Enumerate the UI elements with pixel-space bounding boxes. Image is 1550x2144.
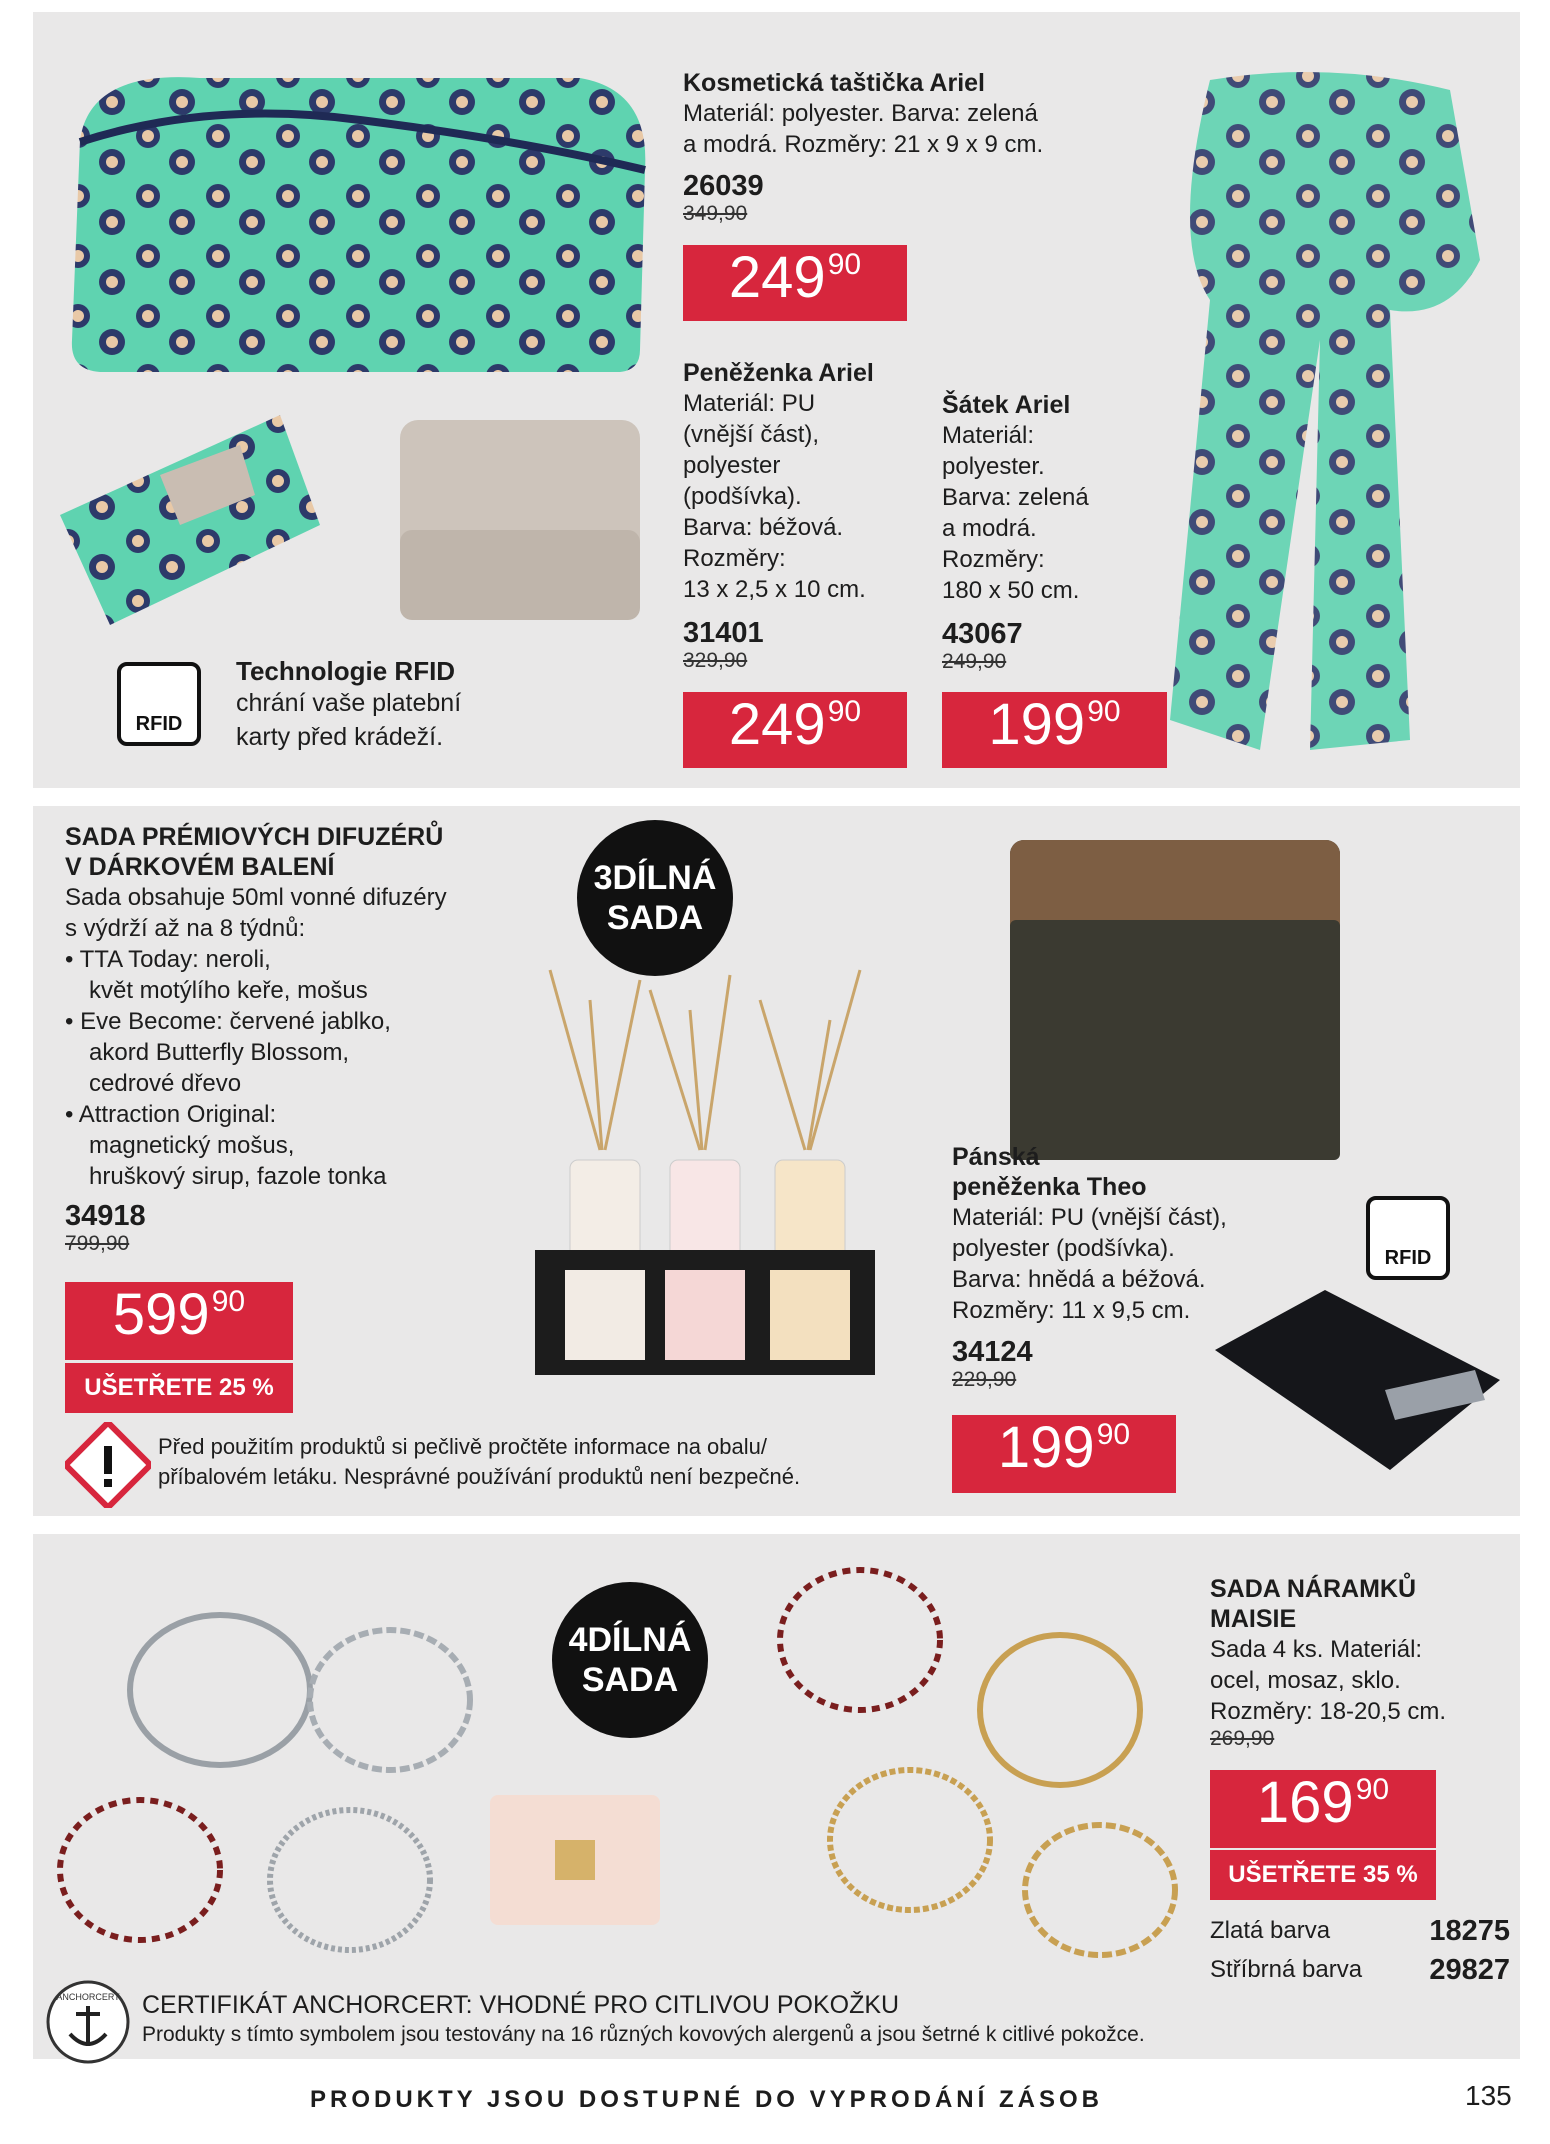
- bracelets-title-line-1: SADA NÁRAMKŮ: [1210, 1575, 1417, 1603]
- bracelets-price: [1210, 1770, 1436, 1848]
- men-wallet-old-price: 229,90: [952, 1368, 1017, 1391]
- men-wallet-desc-line-2: polyester (podšívka).: [952, 1235, 1175, 1262]
- men-wallet-rfid-label: RFID: [1384, 1247, 1432, 1269]
- men-wallet-title-line-2: peněženka Theo: [952, 1173, 1147, 1201]
- diffuser-bullet-2-line-2: akord Butterfly Blossom,: [89, 1039, 350, 1066]
- men-wallet-price-decimal: 90: [1096, 1418, 1131, 1451]
- footer-availability-note: PRODUKTY JSOU DOSTUPNÉ DO VYPRODÁNÍ ZÁSOB: [310, 2086, 1103, 2113]
- wallet-desc-line-5: Barva: béžová.: [683, 514, 844, 541]
- men-wallet-desc-line-4: Rozměry: 11 x 9,5 cm.: [952, 1297, 1191, 1324]
- diffuser-bullet-1-line-2: květ motýlího keře, mošus: [89, 977, 368, 1004]
- wallet-title: Peněženka Ariel: [683, 359, 874, 387]
- diffuser-badge-line-1: 3DÍLNÁ: [593, 859, 717, 897]
- bracelet-variant-gold-code: 18275: [1429, 1915, 1510, 1947]
- men-wallet-code: 34124: [952, 1336, 1033, 1368]
- bracelet-variant-gold: [1210, 1915, 1510, 1951]
- diffuser-bullet-1-line-1: • TTA Today: neroli,: [65, 946, 271, 973]
- bracelets-old-price: 269,90: [1210, 1727, 1275, 1750]
- diffuser-desc-line-1: Sada obsahuje 50ml vonné difuzéry: [65, 884, 447, 911]
- diffuser-badge-line-2: SADA: [606, 899, 704, 937]
- cosmetic-bag-image: [60, 60, 660, 380]
- men-wallet-price: [952, 1415, 1176, 1493]
- bracelet-variant-silver-label: Stříbrná barva: [1210, 1956, 1363, 1983]
- diffuser-old-price: 799,90: [65, 1232, 130, 1255]
- scarf-desc-line-2: polyester.: [942, 453, 1045, 480]
- wallet-price-main: 249: [728, 692, 826, 757]
- scarf-desc-line-5: Rozměry:: [942, 546, 1045, 573]
- bracelet-variant-silver-code: 29827: [1429, 1954, 1510, 1986]
- anchorcert-seal-text: ANCHORCERT: [56, 1992, 120, 2002]
- bracelets-badge-line-1: 4DÍLNÁ: [568, 1621, 692, 1659]
- men-wallet-desc-line-3: Barva: hnědá a béžová.: [952, 1266, 1206, 1293]
- scarf-price-main: 199: [988, 692, 1086, 757]
- rfid-desc-line-2: karty před krádeží.: [236, 723, 444, 751]
- diffuser-bullet-3-line-1: • Attraction Original:: [65, 1101, 277, 1128]
- wallet-desc-line-4: (podšívka).: [683, 483, 802, 510]
- bracelets-price-main: 169: [1256, 1770, 1354, 1835]
- diffuser-bullet-3-line-2: magnetický mošus,: [89, 1132, 295, 1159]
- bracelets-save-badge: UŠETŘETE 35 %: [1210, 1850, 1436, 1900]
- diffuser-title-line-2: V DÁRKOVÉM BALENÍ: [65, 853, 335, 881]
- bag-price: [683, 245, 907, 321]
- rfid-icon-label: RFID: [135, 713, 183, 735]
- rfid-title: Technologie RFID: [236, 656, 456, 686]
- diffuser-title-line-1: SADA PRÉMIOVÝCH DIFUZÉRŮ: [65, 823, 444, 851]
- bracelet-variant-gold-label: Zlatá barva: [1210, 1917, 1331, 1944]
- bag-price-main: 249: [728, 245, 826, 310]
- scarf-title: Šátek Ariel: [942, 391, 1071, 419]
- cert-title: CERTIFIKÁT ANCHORCERT: VHODNÉ PRO CITLIVOU POKOŽKU: [142, 1991, 900, 2019]
- scarf-old-price: 249,90: [942, 650, 1007, 673]
- wallet-desc-line-6: Rozměry:: [683, 545, 786, 572]
- bracelets-desc-line-3: Rozměry: 18-20,5 cm.: [1210, 1698, 1447, 1725]
- wallet-old-price: 329,90: [683, 649, 748, 672]
- men-wallet-price-main: 199: [997, 1415, 1095, 1480]
- anchorcert-seal-icon: [44, 1978, 132, 2066]
- bag-price-decimal: 90: [827, 248, 862, 281]
- scarf-desc-line-6: 180 x 50 cm.: [942, 577, 1080, 604]
- diffuser-bullet-2-line-3: cedrové dřevo: [89, 1070, 242, 1097]
- diffuser-bullet-2-line-1: • Eve Become: červené jablko,: [65, 1008, 391, 1035]
- page-number: 135: [1465, 2080, 1512, 2111]
- bag-title: Kosmetická taštička Ariel: [683, 69, 986, 97]
- rfid-icon: [117, 662, 201, 746]
- diffuser-price-decimal: 90: [211, 1285, 246, 1318]
- bag-code: 26039: [683, 170, 764, 202]
- diffuser-desc-line-2: s výdrží až na 8 týdnů:: [65, 915, 306, 942]
- bracelets-desc-line-1: Sada 4 ks. Materiál:: [1210, 1636, 1423, 1663]
- diffuser-code: 34918: [65, 1200, 146, 1232]
- bag-desc-line-2: a modrá. Rozměry: 21 x 9 x 9 cm.: [683, 131, 1044, 158]
- warning-line-2: příbalovém letáku. Nesprávné používání produktů není bezpečné.: [158, 1464, 801, 1489]
- scarf-desc-line-4: a modrá.: [942, 515, 1037, 542]
- scarf-price-decimal: 90: [1087, 695, 1121, 728]
- ariel-wallet-closed-image: [390, 410, 660, 640]
- wallet-price-decimal: 90: [827, 695, 862, 728]
- wallet-desc-line-3: polyester: [683, 452, 781, 479]
- bracelet-variant-silver: [1210, 1954, 1510, 1990]
- bracelets-set-badge: [552, 1582, 708, 1738]
- ariel-wallet-open-image: [50, 405, 330, 635]
- wallet-desc-line-2: (vnější část),: [683, 421, 820, 448]
- bracelets-title-line-2: MAISIE: [1210, 1605, 1297, 1633]
- bracelets-badge-line-2: SADA: [581, 1661, 679, 1699]
- diffuser-bullet-3-line-3: hruškový sirup, fazole tonka: [89, 1163, 387, 1190]
- scarf-desc-line-3: Barva: zelená: [942, 484, 1089, 511]
- diffuser-price: [65, 1282, 293, 1360]
- wallet-code: 31401: [683, 617, 764, 649]
- men-wallet-desc-line-1: Materiál: PU (vnější část),: [952, 1204, 1227, 1231]
- scarf-code: 43067: [942, 618, 1023, 650]
- rfid-desc-line-1: chrání vaše platební: [236, 689, 462, 717]
- men-wallet-image: [990, 830, 1370, 1170]
- wallet-desc-line-7: 13 x 2,5 x 10 cm.: [683, 576, 866, 603]
- warning-line-1: Před použitím produktů si pečlivě pročtěte informace na obalu/: [158, 1434, 767, 1459]
- diffuser-save-badge: UŠETŘETE 25 %: [65, 1363, 293, 1413]
- cert-desc: Produkty s tímto symbolem jsou testovány na 16 různých kovových alergenů a jsou šetrné k citlivé pokožce.: [142, 2023, 1145, 2046]
- bag-old-price: 349,90: [683, 202, 748, 225]
- scarf-price: [942, 692, 1167, 768]
- warning-icon: [65, 1422, 151, 1508]
- bracelets-price-decimal: 90: [1355, 1773, 1390, 1806]
- wallet-desc-line-1: Materiál: PU: [683, 390, 816, 417]
- wallet-price: [683, 692, 907, 768]
- diffuser-price-main: 599: [112, 1282, 210, 1347]
- men-wallet-title-line-1: Pánská: [952, 1143, 1040, 1171]
- scarf-desc-line-1: Materiál:: [942, 422, 1035, 449]
- men-wallet-rfid-icon: [1366, 1196, 1450, 1280]
- ariel-scarf-image: [1150, 60, 1510, 760]
- diffuser-set-image: [530, 960, 880, 1380]
- diffuser-set-badge: [577, 820, 733, 976]
- bag-desc-line-1: Materiál: polyester. Barva: zelená: [683, 100, 1038, 127]
- bracelets-desc-line-2: ocel, mosaz, sklo.: [1210, 1667, 1401, 1694]
